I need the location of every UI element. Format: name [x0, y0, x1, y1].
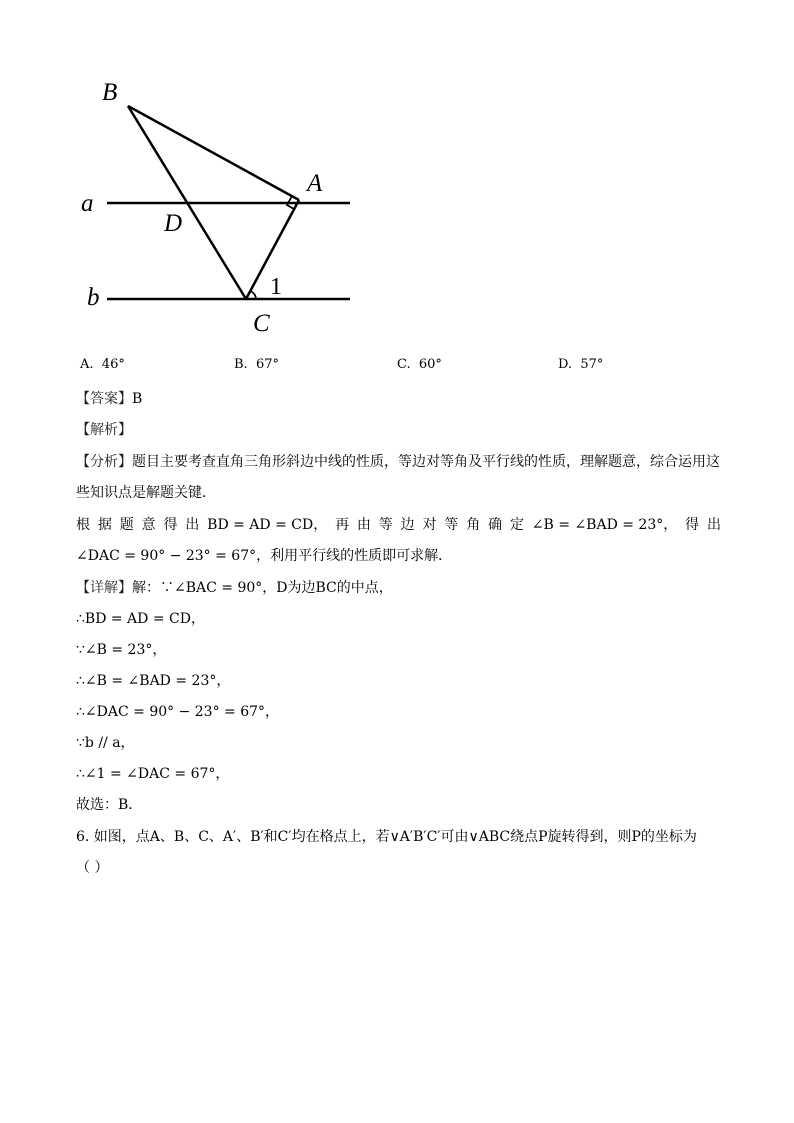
option-a-value: 46°: [101, 357, 125, 372]
option-b-value: 67°: [255, 357, 279, 372]
option-a-letter: A.: [80, 357, 94, 372]
answer-line: [76, 389, 726, 409]
reasoning-line-1: [76, 515, 721, 535]
detail-intro: 解：∵∠BAC = 90°，D为边BC的中点，: [132, 580, 393, 596]
reasoning-word: 出: [185, 517, 200, 533]
answer-tag: 【答案】: [76, 391, 132, 407]
reasoning-word: 定: [509, 517, 524, 533]
analysis-heading: [76, 420, 726, 440]
option-c-letter: C.: [397, 357, 411, 372]
detail-step-4: ∴∠DAC = 90° − 23° = 67°，: [76, 704, 280, 720]
detail-step-6: ∴∠1 = ∠DAC = 67°，: [76, 766, 230, 782]
reasoning-word: ∠B = ∠BAD = 23°，: [531, 517, 678, 533]
reasoning-word: 由: [356, 517, 371, 533]
fenxi-text-1: 题目主要考查直角三角形斜边中线的性质，等边对等角及平行线的性质，理解题意，综合运用这: [132, 454, 720, 470]
option-d: [558, 357, 603, 372]
reasoning-word: 确: [488, 517, 503, 533]
reasoning-word: 根: [76, 517, 90, 533]
option-d-letter: D.: [558, 357, 573, 372]
option-b-letter: B.: [234, 357, 248, 372]
answer-value: B: [132, 391, 143, 407]
reasoning-word: 得: [685, 517, 700, 533]
option-c-value: 60°: [418, 357, 442, 372]
reasoning-word: 等: [444, 517, 459, 533]
option-c: [397, 357, 442, 372]
reasoning-word: 据: [97, 517, 112, 533]
fenxi-tag: 【分析】: [76, 454, 132, 470]
segment-ba: [128, 106, 299, 200]
reasoning-word: 得: [163, 517, 178, 533]
label-A: A: [307, 170, 323, 197]
reasoning-word: 意: [141, 517, 156, 533]
detail-conclusion: 故选：B．: [76, 797, 143, 813]
reasoning-word: 对: [422, 517, 437, 533]
detail-intro-line: [76, 578, 726, 598]
label-C: C: [253, 310, 270, 337]
reasoning-line-2: [76, 546, 726, 566]
reasoning-word: BD = AD = CD，: [207, 517, 328, 533]
label-B: B: [102, 79, 118, 106]
triangle-parallel-lines-diagram: [70, 70, 370, 340]
reasoning-word: 再: [335, 517, 350, 533]
fenxi-text-2: 些知识点是解题关键．: [76, 485, 216, 501]
label-a: a: [81, 190, 94, 217]
reasoning-word: 题: [119, 517, 134, 533]
label-1: 1: [270, 274, 282, 300]
answer-options: [80, 357, 760, 379]
fenxi-line-2: [76, 483, 726, 503]
reasoning-word: 等: [378, 517, 393, 533]
reasoning-text-2: ∠DAC = 90° − 23° = 67°，利用平行线的性质即可求解．: [76, 548, 453, 564]
detail-step-3: ∴∠B = ∠BAD = 23°，: [76, 673, 231, 689]
detail-step-2: ∵∠B = 23°，: [76, 642, 167, 658]
reasoning-word: 边: [400, 517, 415, 533]
option-d-value: 57°: [580, 357, 604, 372]
reasoning-word: 角: [466, 517, 481, 533]
label-b: b: [87, 284, 100, 311]
label-D: D: [164, 210, 183, 237]
question-6-line-1: 6. 如图，点A、B、C、A′、B′和C′均在格点上，若∨A′B′C′可由∨ABC绕点P旋转得到，则P的坐标为: [76, 829, 697, 845]
detail-tag: 【详解】: [76, 580, 132, 596]
option-b: [234, 357, 279, 372]
reasoning-word: 出: [706, 517, 721, 533]
detail-step-1: ∴BD = AD = CD，: [76, 611, 205, 627]
analysis-tag: 【解析】: [76, 422, 132, 438]
question-6-line-2: （ ）: [76, 860, 109, 876]
geometry-figure: [70, 70, 370, 340]
fenxi-line-1: [76, 452, 726, 472]
detail-step-5: ∵b // a，: [76, 735, 135, 751]
option-a: [80, 357, 125, 372]
